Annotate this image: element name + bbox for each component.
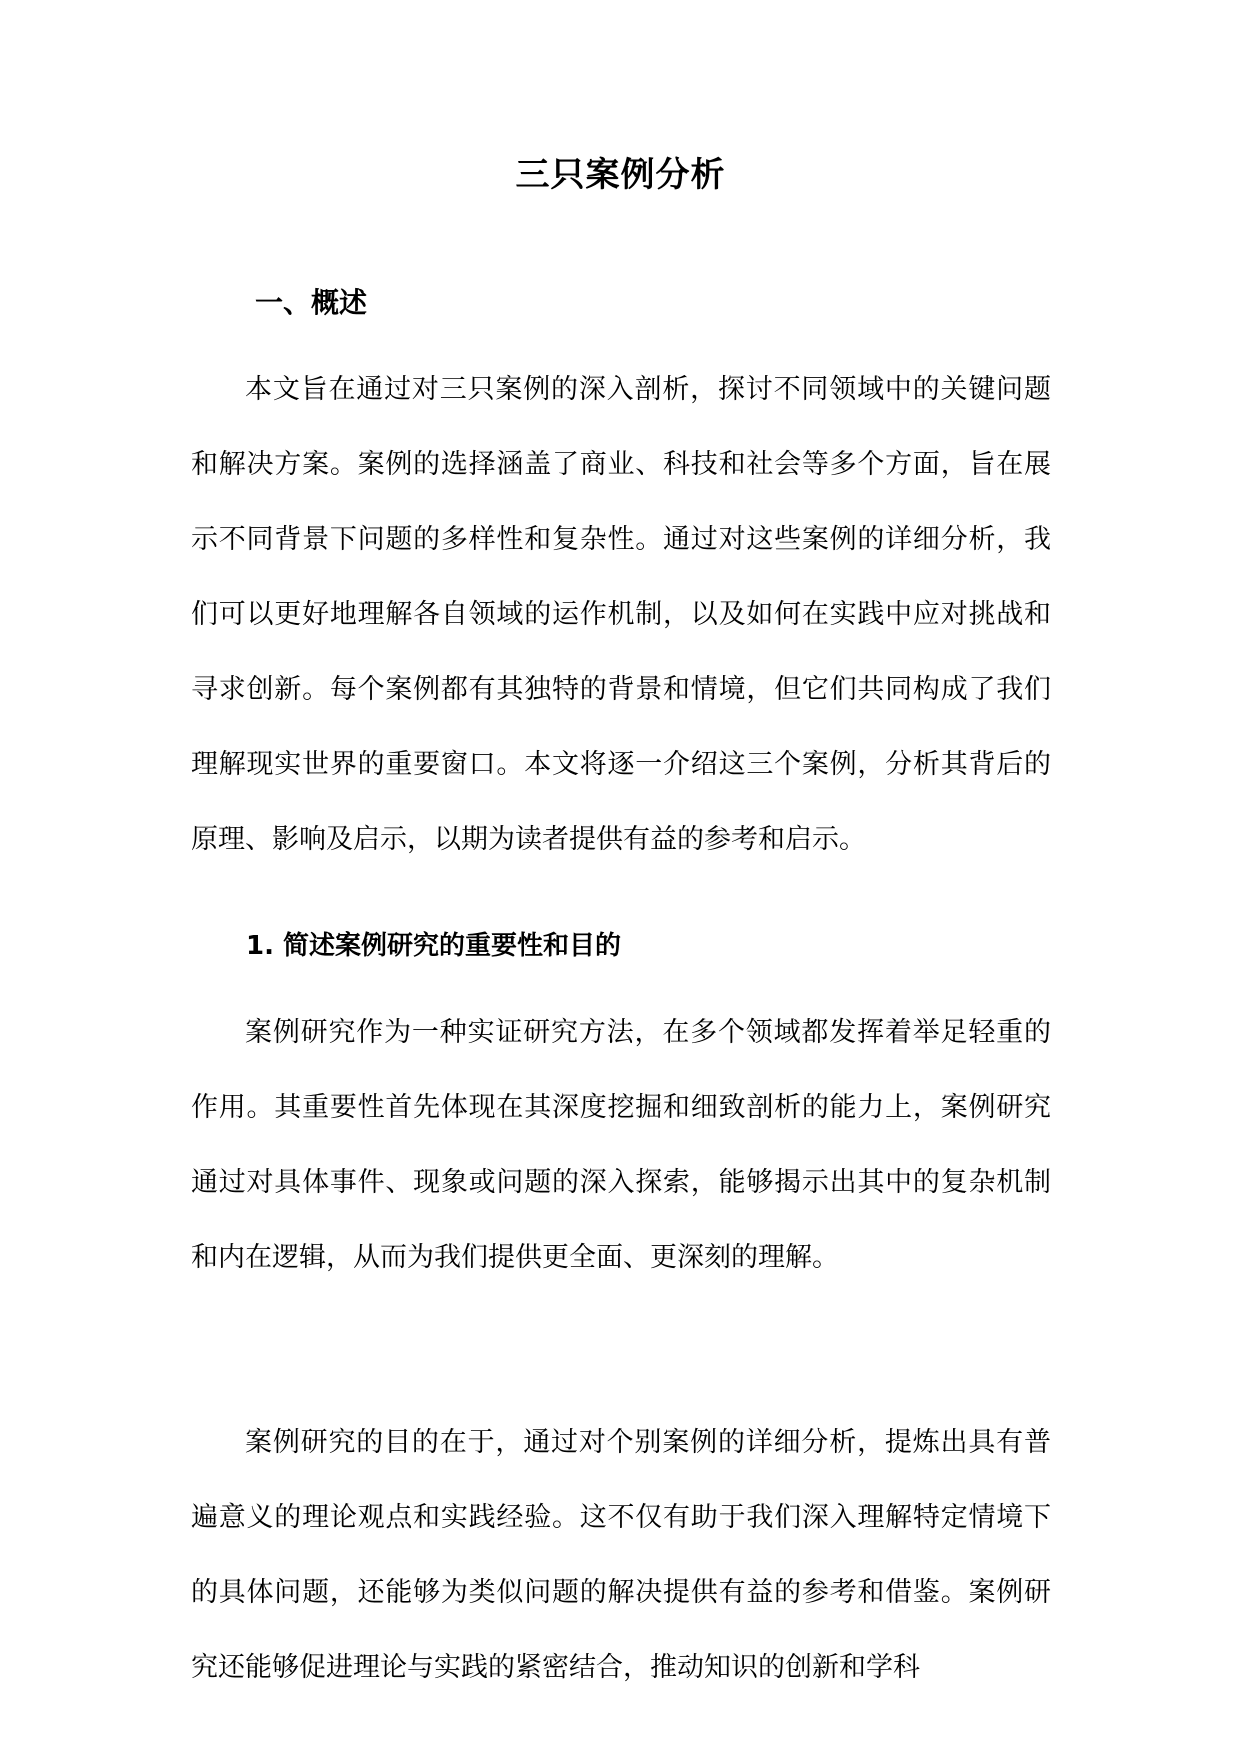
purpose-paragraph: 案例研究的目的在于，通过对个别案例的详细分析，提炼出具有普遍意义的理论观点和实践经验。这不仅有助于我们深入理解特定情境下的具体问题，还能够为类似问题的解决提供有益的参考和借鉴。案例研究还能够促进理论与实践的紧密结合，推动知识的创新和学科 bbox=[191, 1427, 1051, 1683]
subsection-heading-importance: 1. 简述案例研究的重要性和目的 bbox=[246, 931, 622, 961]
section-heading-overview: 一、概述 bbox=[255, 286, 368, 319]
overview-paragraph: 本文旨在通过对三只案例的深入剖析，探讨不同领域中的关键问题和解决方案。案例的选择涵盖了商业、科技和社会等多个方面，旨在展示不同背景下问题的多样性和复杂性。通过对这些案例的详细分析，我们可以更好地理解各自领域的运作机制，以及如何在实践中应对挑战和寻求创新。每个案例都有其独特的背景和情境，但它们共同构成了我们理解现实世界的重要窗口。本文将逐一介绍这三个案例，分析其背后的原理、影响及启示，以期为读者提供有益的参考和启示。 bbox=[191, 374, 1051, 855]
importance-paragraph: 案例研究作为一种实证研究方法，在多个领域都发挥着举足轻重的作用。其重要性首先体现在其深度挖掘和细致剖析的能力上，案例研究通过对具体事件、现象或问题的深入探索，能够揭示出其中的复杂机制和内在逻辑，从而为我们提供更全面、更深刻的理解。 bbox=[191, 1017, 1051, 1273]
document-title: 三只案例分析 bbox=[515, 155, 726, 195]
